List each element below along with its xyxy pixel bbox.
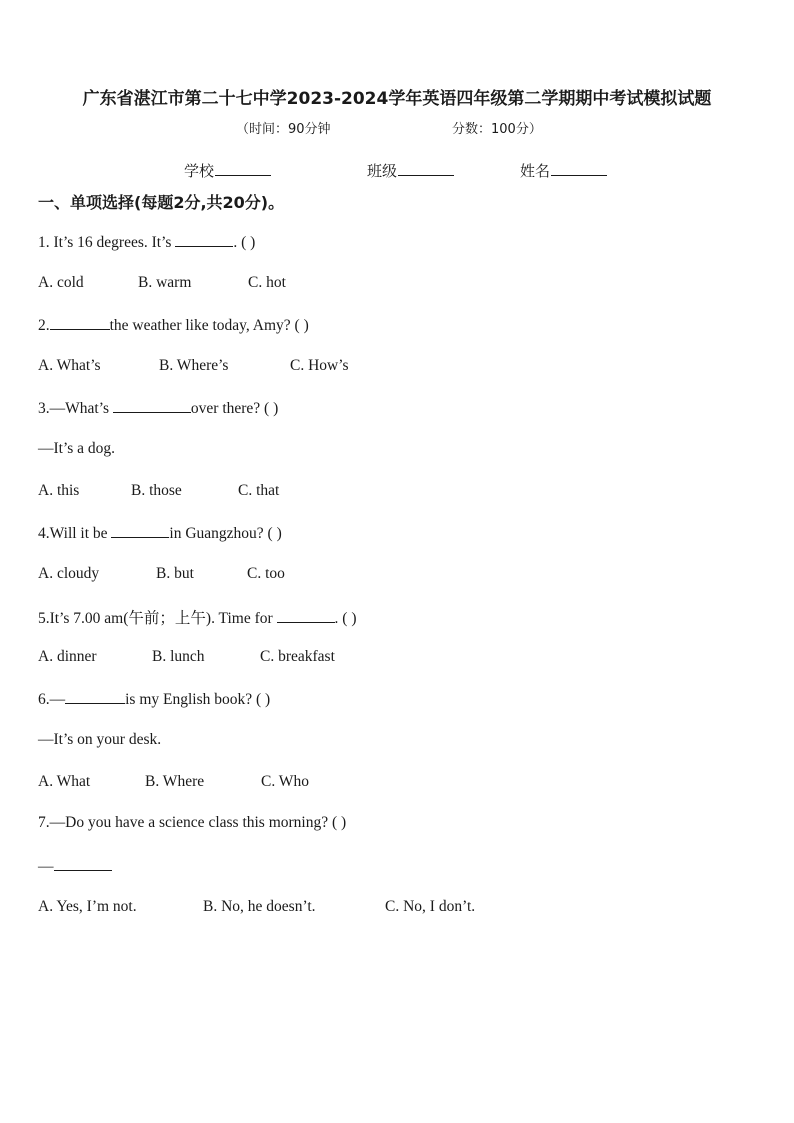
question-text: 4.Will it be bbox=[38, 525, 112, 542]
section-heading: 一、单项选择(每题2分,共20分)。 bbox=[38, 193, 285, 212]
option-row bbox=[38, 648, 335, 666]
answer-blank[interactable] bbox=[111, 523, 169, 538]
question-reply: —It’s a dog. bbox=[38, 440, 116, 457]
question-text: 3.—What’s bbox=[38, 400, 113, 417]
school-label: 学校 bbox=[184, 162, 215, 180]
question-text: 2. bbox=[38, 317, 50, 334]
option-row bbox=[38, 773, 309, 791]
option-a[interactable]: A. What bbox=[38, 773, 91, 790]
question-reply: —It’s on your desk. bbox=[38, 731, 162, 748]
class-blank[interactable] bbox=[398, 174, 454, 176]
answer-blank[interactable] bbox=[175, 232, 233, 247]
option-a[interactable]: A. dinner bbox=[38, 648, 97, 665]
option-row bbox=[38, 482, 279, 500]
option-b[interactable]: B. Where’s bbox=[159, 357, 229, 374]
question-text: 6.— bbox=[38, 691, 66, 708]
option-c[interactable]: C. No, I don’t. bbox=[385, 898, 476, 915]
option-a[interactable]: A. Yes, I’m not. bbox=[38, 898, 137, 915]
option-row bbox=[38, 565, 285, 583]
question-text: over there? ( ) bbox=[190, 400, 279, 417]
question-text: the weather like today, Amy? ( ) bbox=[109, 317, 309, 334]
option-b[interactable]: B. but bbox=[156, 565, 194, 582]
question-stem: 7.—Do you have a science class this morning? ( ) bbox=[38, 814, 347, 831]
option-c[interactable]: C. How’s bbox=[290, 357, 349, 374]
question-text: — bbox=[38, 858, 54, 875]
question-stem bbox=[38, 606, 356, 628]
question-stem bbox=[38, 689, 270, 709]
option-b[interactable]: B. Where bbox=[145, 773, 205, 790]
option-row bbox=[38, 274, 286, 292]
question-text: 1. It’s 16 degrees. It’s bbox=[38, 234, 176, 251]
question-stem bbox=[38, 232, 255, 252]
option-a[interactable]: A. cloudy bbox=[38, 565, 100, 582]
option-row bbox=[38, 357, 349, 375]
question-reply bbox=[38, 856, 112, 876]
option-a[interactable]: A. this bbox=[38, 482, 80, 499]
option-a[interactable]: A. cold bbox=[38, 274, 84, 291]
option-b[interactable]: B. No, he doesn’t. bbox=[203, 898, 316, 915]
class-field bbox=[367, 160, 454, 181]
name-blank[interactable] bbox=[551, 174, 607, 176]
answer-blank[interactable] bbox=[50, 315, 110, 330]
exam-score: 分数：100分） bbox=[452, 122, 542, 137]
option-c[interactable]: C. breakfast bbox=[260, 648, 335, 665]
question-text: 5.It’s 7.00 am(午前；上午). Time for bbox=[38, 610, 277, 627]
question-stem bbox=[38, 398, 278, 418]
question-stem bbox=[38, 315, 309, 335]
school-field bbox=[184, 160, 271, 181]
name-label: 姓名 bbox=[520, 162, 551, 180]
question-text: . ( ) bbox=[233, 234, 256, 251]
option-c[interactable]: C. hot bbox=[248, 274, 286, 291]
exam-time: （时间：90分钟 bbox=[236, 122, 331, 137]
option-b[interactable]: B. lunch bbox=[152, 648, 205, 665]
name-field bbox=[520, 160, 607, 181]
question-text: . ( ) bbox=[334, 610, 357, 627]
question-text: is my English book? ( ) bbox=[125, 691, 271, 708]
school-blank[interactable] bbox=[215, 174, 271, 176]
question-text: in Guangzhou? ( ) bbox=[169, 525, 282, 542]
answer-blank[interactable] bbox=[65, 689, 125, 704]
question-stem bbox=[38, 523, 282, 543]
option-b[interactable]: B. warm bbox=[138, 274, 192, 291]
page-title: 广东省湛江市第二十七中学2023-2024学年英语四年级第二学期期中考试模拟试题 bbox=[82, 89, 712, 109]
answer-blank[interactable] bbox=[277, 608, 335, 623]
option-c[interactable]: C. Who bbox=[261, 773, 309, 790]
option-a[interactable]: A. What’s bbox=[38, 357, 101, 374]
answer-blank[interactable] bbox=[54, 856, 112, 871]
option-c[interactable]: C. that bbox=[238, 482, 280, 499]
class-label: 班级 bbox=[367, 162, 398, 180]
option-row bbox=[38, 898, 475, 916]
option-b[interactable]: B. those bbox=[131, 482, 182, 499]
option-c[interactable]: C. too bbox=[247, 565, 285, 582]
answer-blank[interactable] bbox=[113, 398, 191, 413]
